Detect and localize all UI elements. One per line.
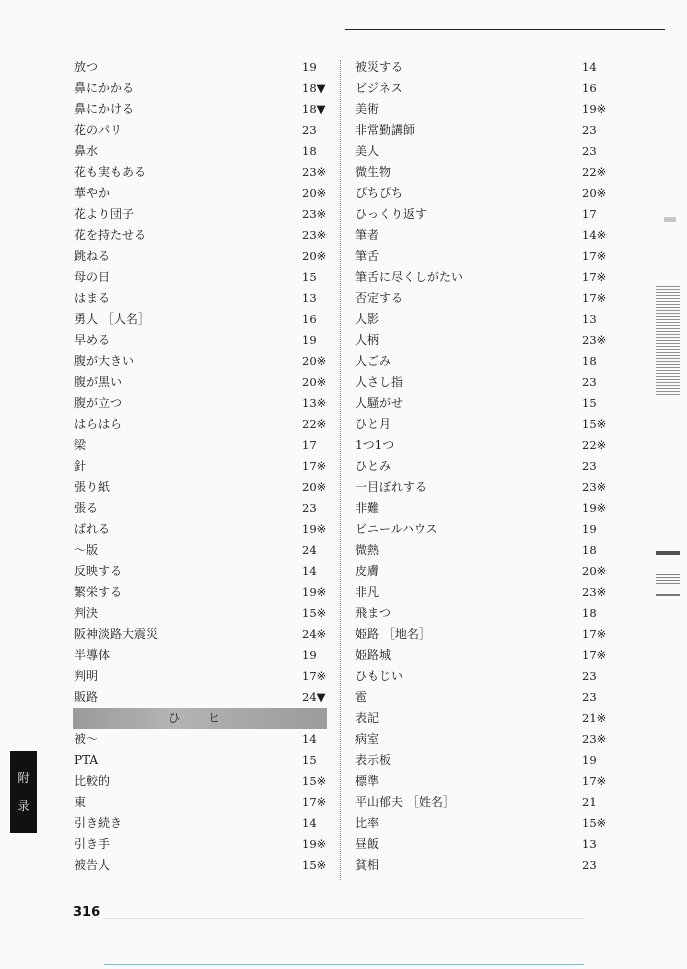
index-entry <box>74 246 326 267</box>
page-number: 316 <box>73 905 101 920</box>
index-entry <box>355 288 610 309</box>
index-entry <box>355 624 610 645</box>
index-page-ref: 14 <box>302 816 317 830</box>
side-tab-char: 附 <box>17 771 30 785</box>
index-page-ref: 15 <box>302 753 317 767</box>
index-term: 被告人 <box>74 858 111 872</box>
index-term: 鼻水 <box>74 144 99 158</box>
index-page-ref: 17※ <box>582 249 607 263</box>
index-page-ref: 17※ <box>582 627 607 641</box>
index-entry <box>355 57 610 78</box>
index-page-ref: 21 <box>582 795 597 809</box>
index-term: 美術 <box>355 102 380 116</box>
index-term: 東 <box>74 795 87 809</box>
index-page-ref: 18▼ <box>302 102 326 116</box>
index-entry <box>74 750 326 771</box>
index-page-ref: 18▼ <box>302 81 326 95</box>
index-entry <box>74 729 326 750</box>
index-entry <box>355 750 610 771</box>
index-entry <box>355 246 610 267</box>
index-entry <box>355 666 610 687</box>
index-page-ref: 20※ <box>302 375 327 389</box>
index-term: 腹が立つ <box>74 396 123 410</box>
index-entry <box>355 582 610 603</box>
index-entry <box>74 477 326 498</box>
index-page-ref: 23 <box>582 669 597 683</box>
index-term: 筆舌に尽くしがたい <box>355 270 464 284</box>
index-term: 表示板 <box>355 753 392 767</box>
index-entry <box>355 519 610 540</box>
index-entry <box>74 267 326 288</box>
index-page-ref: 15※ <box>582 816 607 830</box>
index-entry <box>74 78 326 99</box>
index-term: 花も実もある <box>74 165 147 179</box>
index-entry <box>74 183 326 204</box>
index-entry <box>355 498 610 519</box>
index-entry <box>74 288 326 309</box>
index-term: 姫路 ［地名］ <box>355 627 431 641</box>
index-term: 人ごみ <box>355 354 392 368</box>
index-term: 人柄 <box>355 333 380 347</box>
index-page-ref: 21※ <box>582 711 607 725</box>
index-page-ref: 14 <box>302 732 317 746</box>
index-term: 病室 <box>355 732 380 746</box>
index-page-ref: 23 <box>582 690 597 704</box>
index-page-ref: 19※ <box>582 102 607 116</box>
index-page-ref: 14 <box>582 60 597 74</box>
index-entry <box>355 120 610 141</box>
index-page-ref: 23 <box>582 123 597 137</box>
index-entry <box>74 351 326 372</box>
index-page-ref: 24 <box>302 543 317 557</box>
index-entry <box>355 393 610 414</box>
index-term: 針 <box>74 459 87 473</box>
index-page-ref: 19 <box>302 333 317 347</box>
index-term: 標準 <box>355 774 380 788</box>
index-term: 一目ぼれする <box>355 480 428 494</box>
index-term: 被災する <box>355 60 404 74</box>
index-term: 半導体 <box>74 648 111 662</box>
index-term: はらはら <box>74 417 123 431</box>
index-entry <box>355 183 610 204</box>
index-entry <box>355 561 610 582</box>
index-entry <box>355 708 610 729</box>
index-page-ref: 23※ <box>582 333 607 347</box>
index-term: はまる <box>74 291 111 305</box>
index-term: 微生物 <box>355 165 392 179</box>
index-page-ref: 20※ <box>302 186 327 200</box>
scan-artifact <box>664 217 676 222</box>
index-term: 微熱 <box>355 543 380 557</box>
index-term: 非難 <box>355 501 380 515</box>
index-page-ref: 19 <box>302 648 317 662</box>
section-heading-band <box>73 708 327 729</box>
index-term: 非常勤講師 <box>355 123 416 137</box>
index-page-ref: 17※ <box>582 270 607 284</box>
index-entry <box>74 834 326 855</box>
index-page-ref: 17※ <box>302 795 327 809</box>
index-term: 販路 <box>74 690 99 704</box>
index-entry <box>355 351 610 372</box>
index-column-right <box>355 57 610 876</box>
index-entry <box>355 771 610 792</box>
index-page-ref: 19※ <box>302 837 327 851</box>
index-term: 人さし指 <box>355 375 404 389</box>
index-term: 華やか <box>74 186 111 200</box>
index-entry <box>74 309 326 330</box>
index-page-ref: 23※ <box>302 228 327 242</box>
index-entry <box>74 855 326 876</box>
index-term: ひと月 <box>355 417 392 431</box>
scan-artifact <box>656 551 680 555</box>
index-term: ～版 <box>74 543 99 557</box>
index-page-ref: 15 <box>582 396 597 410</box>
index-page-ref: 17※ <box>582 648 607 662</box>
index-page-ref: 23※ <box>582 585 607 599</box>
index-term: 1つ1つ <box>355 438 395 452</box>
index-term: 平山郁夫 ［姓名］ <box>355 795 455 809</box>
index-term: ばれる <box>74 522 111 536</box>
index-term: 判明 <box>74 669 99 683</box>
index-term: 張り紙 <box>74 480 111 494</box>
side-tab-char: 录 <box>17 799 30 813</box>
index-page-ref: 17※ <box>302 459 327 473</box>
index-page-ref: 16 <box>582 81 597 95</box>
index-term: 跳ねる <box>74 249 111 263</box>
section-heading: ひ ヒ <box>168 711 232 725</box>
index-entry <box>355 162 610 183</box>
index-term: 母の日 <box>74 270 111 284</box>
index-page-ref: 18 <box>302 144 317 158</box>
index-entry <box>355 309 610 330</box>
index-term: 非凡 <box>355 585 380 599</box>
index-term: 阪神淡路大震災 <box>74 627 159 641</box>
index-page-ref: 18 <box>582 543 597 557</box>
index-entry <box>355 813 610 834</box>
index-term: ひとみ <box>355 459 392 473</box>
index-term: 貧相 <box>355 858 380 872</box>
index-entry <box>74 120 326 141</box>
index-page-ref: 20※ <box>582 564 607 578</box>
index-entry <box>74 141 326 162</box>
index-entry <box>355 855 610 876</box>
index-page-ref: 15※ <box>302 858 327 872</box>
index-entry <box>74 498 326 519</box>
index-entry <box>74 204 326 225</box>
index-term: 花を持たせる <box>74 228 147 242</box>
index-term: ひもじい <box>355 669 404 683</box>
index-page-ref: 13 <box>582 312 597 326</box>
index-page-ref: 23 <box>302 501 317 515</box>
index-page-ref: 19※ <box>302 522 327 536</box>
index-term: 被～ <box>74 732 99 746</box>
index-entry <box>74 645 326 666</box>
index-page-ref: 15※ <box>302 774 327 788</box>
index-entry <box>355 414 610 435</box>
index-entry <box>74 624 326 645</box>
index-term: 人影 <box>355 312 380 326</box>
index-term: 鼻にかける <box>74 102 135 116</box>
index-column-left <box>74 57 326 876</box>
index-entry <box>74 603 326 624</box>
index-term: 比率 <box>355 816 380 830</box>
appendix-side-tab <box>10 751 37 833</box>
index-page-ref: 23※ <box>582 480 607 494</box>
index-term: 梁 <box>74 438 87 452</box>
index-page-ref: 24※ <box>302 627 327 641</box>
index-term: 鼻にかかる <box>74 81 135 95</box>
index-entry <box>355 477 610 498</box>
index-page-ref: 22※ <box>582 165 607 179</box>
index-entry <box>355 435 610 456</box>
index-term: 花より団子 <box>74 207 135 221</box>
index-entry <box>74 57 326 78</box>
index-term: 筆者 <box>355 228 380 242</box>
index-page-ref: 19※ <box>582 501 607 515</box>
index-entry <box>355 204 610 225</box>
index-term: 姫路城 <box>355 648 392 662</box>
index-entry <box>355 729 610 750</box>
index-page-ref: 23 <box>302 123 317 137</box>
index-term: 飛まつ <box>355 606 392 620</box>
index-entry <box>355 372 610 393</box>
index-term: ひっくり返す <box>355 207 428 221</box>
index-page-ref: 14※ <box>582 228 607 242</box>
index-page-ref: 24▼ <box>302 690 326 704</box>
index-entry <box>355 645 610 666</box>
index-entry <box>74 162 326 183</box>
index-page-ref: 15 <box>302 270 317 284</box>
index-page-ref: 19 <box>582 753 597 767</box>
index-term: 否定する <box>355 291 404 305</box>
index-entry <box>355 834 610 855</box>
index-page-ref: 17※ <box>582 774 607 788</box>
index-page-ref: 23※ <box>302 165 327 179</box>
index-entry <box>355 99 610 120</box>
index-entry <box>355 225 610 246</box>
index-page-ref: 23 <box>582 858 597 872</box>
index-page-ref: 23 <box>582 459 597 473</box>
scan-artifact <box>656 574 680 584</box>
index-entry <box>74 435 326 456</box>
index-page-ref: 19 <box>582 522 597 536</box>
index-term: 表記 <box>355 711 380 725</box>
index-term: 放つ <box>74 60 99 74</box>
index-term: ビジネス <box>355 81 403 95</box>
index-term: ビニールハウス <box>355 522 438 536</box>
index-entry <box>74 393 326 414</box>
index-page-ref: 14 <box>302 564 317 578</box>
index-term: 美人 <box>355 144 380 158</box>
index-page-ref: 23※ <box>302 207 327 221</box>
index-entry <box>74 372 326 393</box>
index-page-ref: 20※ <box>582 186 607 200</box>
index-entry <box>74 414 326 435</box>
index-page-ref: 19 <box>302 60 317 74</box>
index-term: 花のパリ <box>74 123 123 137</box>
index-page-ref: 17※ <box>302 669 327 683</box>
index-page-ref: 13※ <box>302 396 327 410</box>
index-entry <box>355 687 610 708</box>
index-term: 腹が大きい <box>74 354 135 368</box>
index-page-ref: 20※ <box>302 354 327 368</box>
index-term: ぴちぴち <box>355 186 404 200</box>
index-entry <box>74 540 326 561</box>
index-term: 繁栄する <box>74 585 123 599</box>
index-page-ref: 20※ <box>302 249 327 263</box>
index-entry <box>74 456 326 477</box>
index-page-ref: 23 <box>582 375 597 389</box>
column-divider <box>340 60 341 880</box>
index-page-ref: 17 <box>582 207 597 221</box>
index-entry <box>74 330 326 351</box>
index-term: 筆舌 <box>355 249 380 263</box>
index-entry <box>355 267 610 288</box>
scan-artifact <box>656 594 680 596</box>
bottom-dotted-line <box>105 918 583 919</box>
index-page-ref: 18 <box>582 606 597 620</box>
index-entry <box>355 603 610 624</box>
index-page-ref: 22※ <box>582 438 607 452</box>
index-page-ref: 23※ <box>582 732 607 746</box>
index-term: 皮膚 <box>355 564 380 578</box>
index-page-ref: 23 <box>582 144 597 158</box>
index-term: 引き続き <box>74 816 123 830</box>
index-term: 張る <box>74 501 99 515</box>
index-entry <box>74 792 326 813</box>
index-entry <box>74 582 326 603</box>
index-term: 早める <box>74 333 111 347</box>
index-term: 比較的 <box>74 774 111 788</box>
index-term: 判決 <box>74 606 99 620</box>
index-entry <box>355 141 610 162</box>
index-term: PTA <box>74 753 99 767</box>
index-term: 勇人 ［人名］ <box>74 312 150 326</box>
index-entry <box>355 330 610 351</box>
index-entry <box>74 519 326 540</box>
index-page-ref: 19※ <box>302 585 327 599</box>
index-page-ref: 17 <box>302 438 317 452</box>
index-term: 引き手 <box>74 837 111 851</box>
index-page-ref: 15※ <box>302 606 327 620</box>
index-entry <box>355 792 610 813</box>
index-entry <box>74 813 326 834</box>
index-term: 人騒がせ <box>355 396 404 410</box>
index-entry <box>355 456 610 477</box>
index-entry <box>74 99 326 120</box>
index-term: 雹 <box>355 690 368 704</box>
index-page-ref: 20※ <box>302 480 327 494</box>
index-entry <box>74 666 326 687</box>
index-page-ref: 17※ <box>582 291 607 305</box>
index-entry <box>74 771 326 792</box>
top-rule <box>345 29 665 30</box>
index-entry <box>74 561 326 582</box>
index-page-ref: 18 <box>582 354 597 368</box>
index-entry <box>74 687 326 708</box>
index-page-ref: 15※ <box>582 417 607 431</box>
scan-artifact <box>656 285 680 395</box>
index-entry <box>74 225 326 246</box>
index-entry <box>355 540 610 561</box>
index-page-ref: 16 <box>302 312 317 326</box>
index-page-ref: 13 <box>302 291 317 305</box>
index-term: 反映する <box>74 564 123 578</box>
index-term: 昼飯 <box>355 837 380 851</box>
index-term: 腹が黒い <box>74 375 123 389</box>
bottom-rule <box>104 964 584 965</box>
index-page-ref: 13 <box>582 837 597 851</box>
index-entry <box>355 78 610 99</box>
index-page-ref: 22※ <box>302 417 327 431</box>
